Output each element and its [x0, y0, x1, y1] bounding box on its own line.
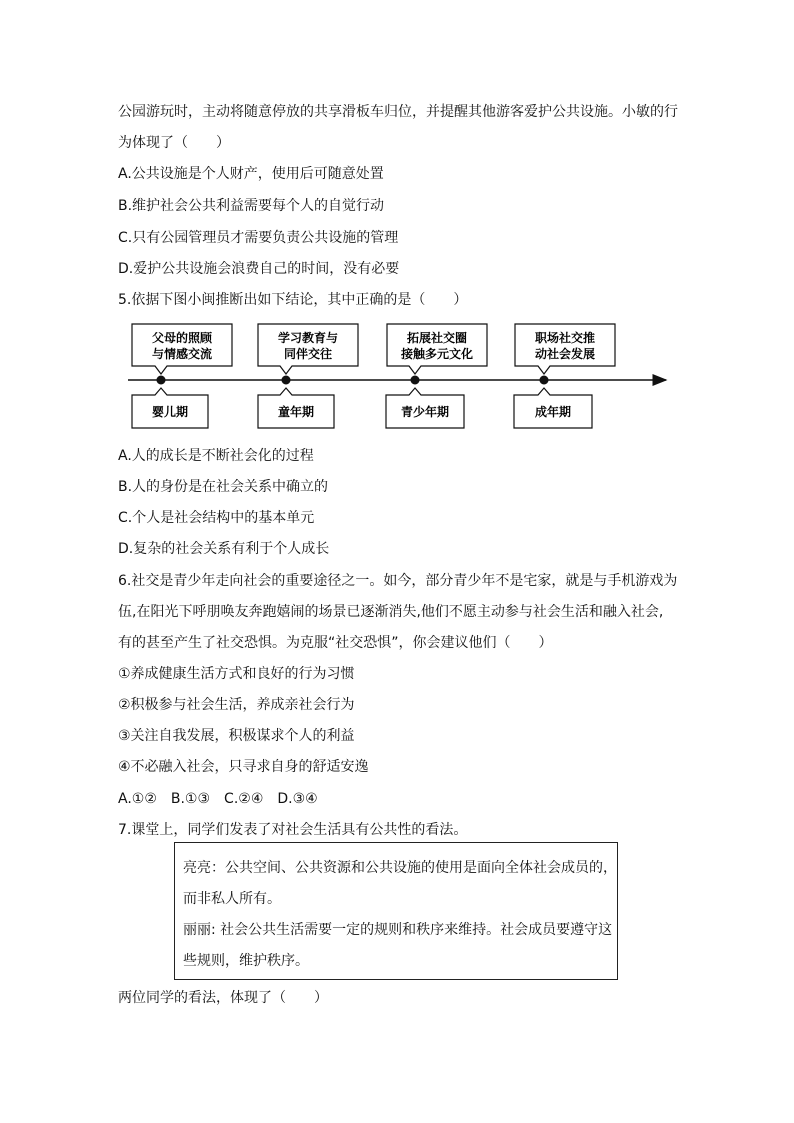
q4-option-b: B.维护社会公共利益需要每个人的自觉行动	[118, 198, 385, 214]
q6-item-1: ①养成健康生活方式和良好的行为习惯	[118, 666, 355, 682]
top-box-2-line-1: 学习教育与	[277, 331, 339, 345]
top-box-1-line-2: 与情感交流	[151, 347, 213, 361]
q7-box-line-3: 丽丽: 社会公共生活需要一定的规则和秩序来维持。社会成员要遵守这	[183, 922, 613, 938]
stage-label-2: 童年期	[277, 405, 315, 419]
stage-label-3: 青少年期	[400, 405, 450, 419]
q7-box-line-2: 而非私人所有。	[183, 891, 281, 907]
q4-stem-line-2: 为体现了（ ）	[118, 135, 230, 151]
q4-option-d: D.爱护公共设施会浪费自己的时间，没有必要	[118, 261, 400, 277]
q6-item-4: ④不必融入社会，只寻求自身的舒适安逸	[118, 759, 369, 775]
top-box-4-line-1: 职场社交推	[534, 331, 596, 345]
top-box-3-line-1: 拓展社交圈	[406, 331, 468, 345]
timeline-dot-4	[540, 376, 549, 385]
q5-option-a: A.人的成长是不断社会化的过程	[118, 448, 314, 464]
stage-childhood	[258, 324, 358, 428]
q5-option-d: D.复杂的社会关系有利于个人成长	[118, 541, 330, 557]
q7-stem: 7.课堂上，同学们发表了对社会生活具有公共性的看法。	[118, 822, 468, 838]
q4-stem-line-1: 公园游玩时，主动将随意停放的共享滑板车归位，并提醒其他游客爱护公共设施。小敏的行	[118, 104, 678, 120]
q6-item-2: ②积极参与社会生活，养成亲社会行为	[118, 697, 355, 713]
stage-infancy	[132, 324, 232, 428]
q7-tail: 两位同学的看法，体现了（ ）	[118, 990, 328, 1006]
q7-box-line-4: 些规则，维护秩序。	[183, 953, 309, 969]
q5-option-b: B.人的身份是在社会关系中确立的	[118, 479, 329, 495]
timeline-dot-2	[282, 376, 291, 385]
q7-quote-box	[174, 842, 618, 980]
q6-stem-line-1: 6.社交是青少年走向社会的重要途径之一。如今，部分青少年不是宅家，就是与手机游戏为	[118, 573, 678, 589]
stage-adolescence	[386, 324, 487, 428]
top-box-3-line-2: 接触多元文化	[400, 347, 474, 361]
q4-option-a: A.公共设施是个人财产，使用后可随意处置	[118, 166, 384, 182]
timeline-dot-3	[411, 376, 420, 385]
q7-box-line-1: 亮亮：公共空间、公共资源和公共设施的使用是面向全体社会成员的，	[183, 860, 617, 876]
stage-label-1: 婴儿期	[151, 405, 189, 419]
timeline-dot-1	[157, 376, 166, 385]
q6-stem-line-3: 有的甚至产生了社交恐惧。为克服“社交恐惧”，你会建议他们（ ）	[118, 635, 553, 651]
q6-choices: A.①② B.①③ C.②④ D.③④	[118, 791, 318, 807]
q5-option-c: C.个人是社会结构中的基本单元	[118, 510, 315, 526]
top-box-1-line-1: 父母的照顾	[151, 331, 213, 345]
top-box-2-line-2: 同伴交往	[283, 347, 333, 361]
stage-label-4: 成年期	[534, 405, 572, 419]
q4-option-c: C.只有公园管理员才需要负责公共设施的管理	[118, 230, 399, 246]
q6-stem-line-2: 伍,在阳光下呼朋唤友奔跑嬉闹的场景已逐渐消失,他们不愿主动参与社会生活和融入社会,	[118, 604, 664, 620]
q6-item-3: ③关注自我发展，积极谋求个人的利益	[118, 728, 355, 744]
stage-adulthood	[514, 324, 615, 428]
top-box-4-line-2: 动社会发展	[534, 347, 596, 361]
q5-stem: 5.依据下图小闽推断出如下结论，其中正确的是（ ）	[118, 292, 468, 308]
